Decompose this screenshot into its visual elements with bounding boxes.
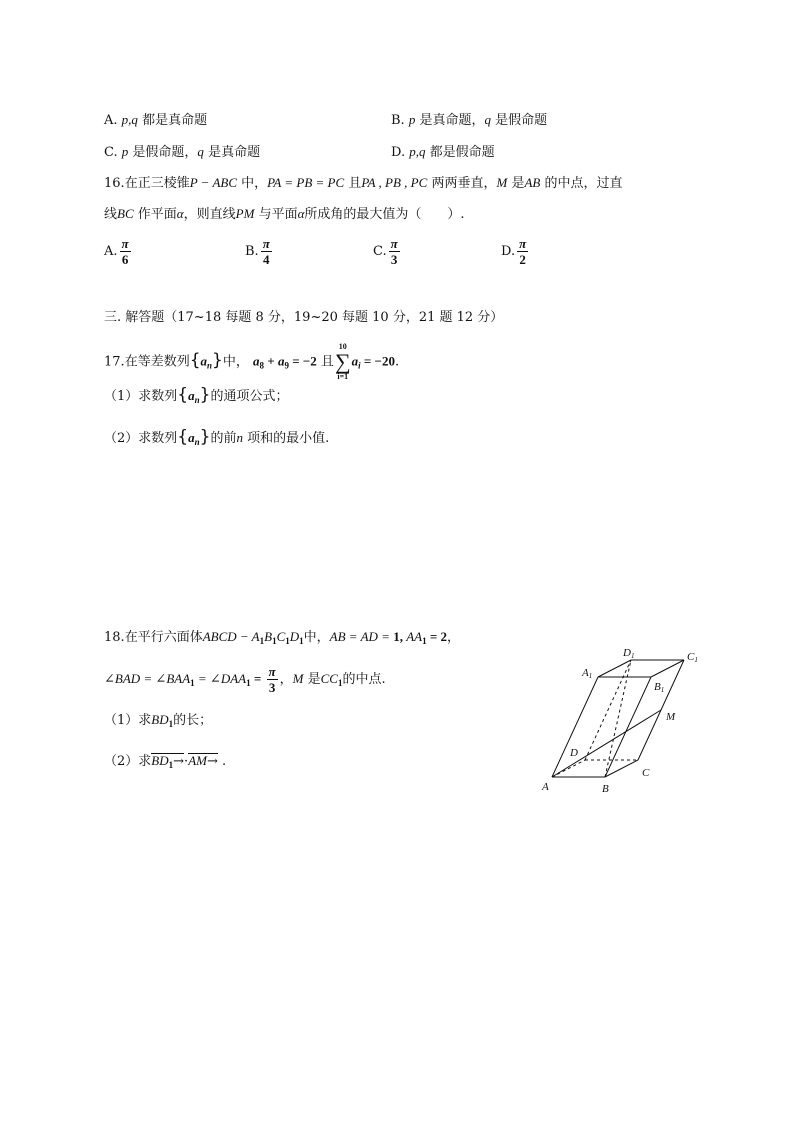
label-b: B [602, 783, 609, 795]
q17-part2: （2）求数列$\{a_n\}$的前n 项和的最小值. [104, 427, 330, 447]
q15-option-b: B. p 是真命题，q 是假命题 [391, 112, 548, 128]
q18-stem-line2: ∠BAD = $\angle BAA_1$ = $\angle DAA_1$ = $\frac{\pi}{3}$ ，M 是$CC_1$的中点. [104, 664, 386, 695]
q16-option-a: A. $\frac{\pi}{6}$ [104, 236, 129, 267]
q18-stem-line1: 18.在平行六面体ABCD − $A_1B_1C_1D_1$中，AB = AD = 1, $AA_1 = 2$， [104, 629, 461, 646]
q15-option-d: D. p,q 都是假命题 [391, 144, 495, 160]
segment-bd1 [605, 660, 631, 777]
label-c: C [642, 767, 650, 779]
q17-stem: 17.在等差数列$\{a_n\}$中， $a_8 + a_9 = -2$ 且 10 ∑ i=1 $a_i = -20$. [104, 342, 400, 381]
edge-a1d1 [598, 660, 631, 677]
q17-part1: （1）求数列$\{a_n\}$的通项公式； [104, 385, 289, 405]
label-b1: B1 [654, 681, 665, 694]
q15-option-a: A. p,q 都是真命题 [104, 112, 208, 128]
edge-bc [605, 760, 638, 777]
q15-option-c: C. p 是假命题，q 是真命题 [104, 144, 261, 160]
label-d: D [570, 747, 578, 759]
label-a1: A1 [582, 667, 593, 680]
label-d1: D1 [623, 647, 635, 660]
edge-aa1 [552, 677, 598, 777]
q16-stem-line2: 线BC 作平面α，则直线PM 与平面α所成角的最大值为（ ）. [104, 206, 465, 222]
edge-b1c1 [651, 660, 684, 677]
edge-bb1 [605, 677, 651, 777]
section-heading: 三. 解答题（17~18 每题 8 分，19~20 每题 10 分，21 题 12 分） [104, 310, 504, 325]
q16-option-c: C. $\frac{\pi}{3}$ [373, 236, 398, 267]
q16-stem-line1: 16.在正三棱锥P − ABC 中，PA = PB = PC 且PA , PB , PC 两两垂直，M 是AB 的中点，过直 [104, 175, 623, 191]
q18-part2: （2）求$BD_1\to\cdot AM\to$ . [104, 753, 227, 770]
parallelepiped-figure [530, 640, 710, 800]
label-a: A [542, 781, 549, 793]
label-c1: C1 [687, 651, 698, 664]
label-m: M [666, 711, 676, 723]
q16-option-d: D. $\frac{\pi}{2}$ [501, 236, 527, 267]
q16-option-b: B. $\frac{\pi}{4}$ [245, 236, 270, 267]
q18-part1: （1）求$BD_1$的长； [104, 712, 213, 729]
